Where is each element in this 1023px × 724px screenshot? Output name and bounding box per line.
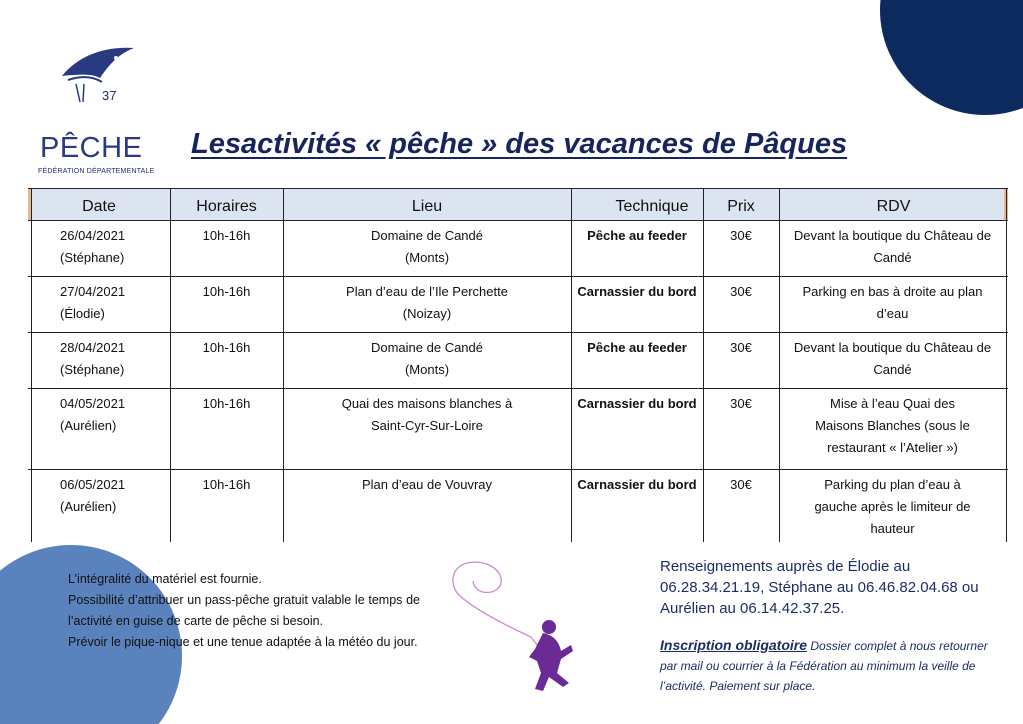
cell-lieu: Plan d’eau de Vouvray — [361, 477, 493, 492]
cell-horaires: 10h-16h — [202, 396, 251, 411]
inscription-text: Dossier complet à nous retourner par mail ou courrier à la Fédération au minimum la veille de l’activité. Paiement sur place. — [660, 639, 988, 693]
cell-date: 27/04/2021 (Élodie) — [60, 284, 126, 321]
info-line-pique-nique: Prévoir le pique-nique et une tenue adaptée à la météo du jour. — [68, 635, 418, 649]
cell-rdv: Devant la boutique du Château de Candé — [793, 228, 992, 265]
cell-rdv: Parking du plan d’eau à gauche après le limiteur de hauteur — [814, 477, 971, 536]
table-col-line-6 — [1006, 188, 1007, 542]
table-border-top — [28, 188, 1008, 189]
table-line-row3 — [28, 388, 1008, 389]
activities-table — [28, 188, 1008, 542]
logo-federation: FÉDÉRATION DÉPARTEMENTALE — [38, 168, 155, 175]
table-line-row2 — [28, 332, 1008, 333]
info-line-pass-peche: Possibilité d’attribuer un pass-pêche gratuit valable le temps de l’activité en guise de carte de pêche si besoin. — [68, 593, 420, 628]
inscription-label: Inscription obligatoire — [660, 637, 808, 653]
decorative-circle-top — [880, 0, 1023, 115]
cell-technique: Carnassier du bord — [577, 477, 697, 492]
cell-prix: 30€ — [730, 396, 752, 411]
cell-date: 26/04/2021 (Stéphane) — [60, 228, 126, 265]
fish-logo-icon — [56, 44, 136, 106]
contact-text: Renseignements auprès de Élodie au 06.28.34.21.19, Stéphane au 06.46.82.04.68 ou Aurélien au 06.14.42.37.25. — [660, 558, 979, 617]
contact-block — [660, 556, 990, 696]
cell-lieu: Quai des maisons blanches à Saint-Cyr-Sur-Loire — [341, 396, 513, 433]
cell-technique: Pêche au feeder — [587, 228, 687, 243]
header-horaires: Horaires — [196, 198, 257, 215]
table-line-header — [28, 220, 1008, 221]
header-technique: Technique — [615, 198, 689, 215]
federation-logo — [38, 44, 155, 175]
cell-prix: 30€ — [730, 477, 752, 492]
header-date: Date — [82, 198, 116, 215]
header-lieu: Lieu — [411, 198, 443, 215]
fisherman-icon — [445, 555, 595, 705]
cell-technique: Pêche au feeder — [587, 340, 687, 355]
table-line-row4 — [28, 469, 1008, 470]
cell-horaires: 10h-16h — [202, 477, 251, 492]
cell-prix: 30€ — [730, 284, 752, 299]
cell-prix: 30€ — [730, 228, 752, 243]
table-line-row1 — [28, 276, 1008, 277]
cell-lieu: Domaine de Candé (Monts) — [370, 228, 484, 265]
cell-technique: Carnassier du bord — [577, 396, 697, 411]
info-line-materiel: L’intégralité du matériel est fournie. — [68, 572, 262, 586]
cell-date: 28/04/2021 (Stéphane) — [60, 340, 126, 377]
table-header-row — [28, 188, 1008, 220]
cell-lieu: Domaine de Candé (Monts) — [370, 340, 484, 377]
cell-date: 04/05/2021 (Aurélien) — [60, 396, 126, 433]
cell-date: 06/05/2021 (Aurélien) — [60, 477, 126, 514]
cell-horaires: 10h-16h — [202, 284, 251, 299]
cell-horaires: 10h-16h — [202, 228, 251, 243]
header-prix: Prix — [727, 198, 755, 215]
page-title: Lesactivités « pêche » des vacances de Pâques — [191, 128, 848, 160]
cell-lieu: Plan d’eau de l’Ile Perchette (Noizay) — [346, 284, 508, 321]
cell-rdv: Mise à l’eau Quai des Maisons Blanches (sous le restaurant « l’Atelier ») — [815, 396, 970, 455]
cell-technique: Carnassier du bord — [577, 284, 697, 299]
logo-peche: PÊCHE — [40, 132, 143, 164]
logo-number: 37 — [102, 88, 117, 103]
cell-horaires: 10h-16h — [202, 340, 251, 355]
cell-prix: 30€ — [730, 340, 752, 355]
header-rdv: RDV — [876, 198, 911, 215]
table-col-line-0 — [31, 188, 32, 542]
info-block — [68, 569, 420, 653]
inscription-note — [660, 635, 990, 696]
cell-rdv: Parking en bas à droite au plan d’eau — [802, 284, 983, 321]
cell-rdv: Devant la boutique du Château de Candé — [793, 340, 992, 377]
